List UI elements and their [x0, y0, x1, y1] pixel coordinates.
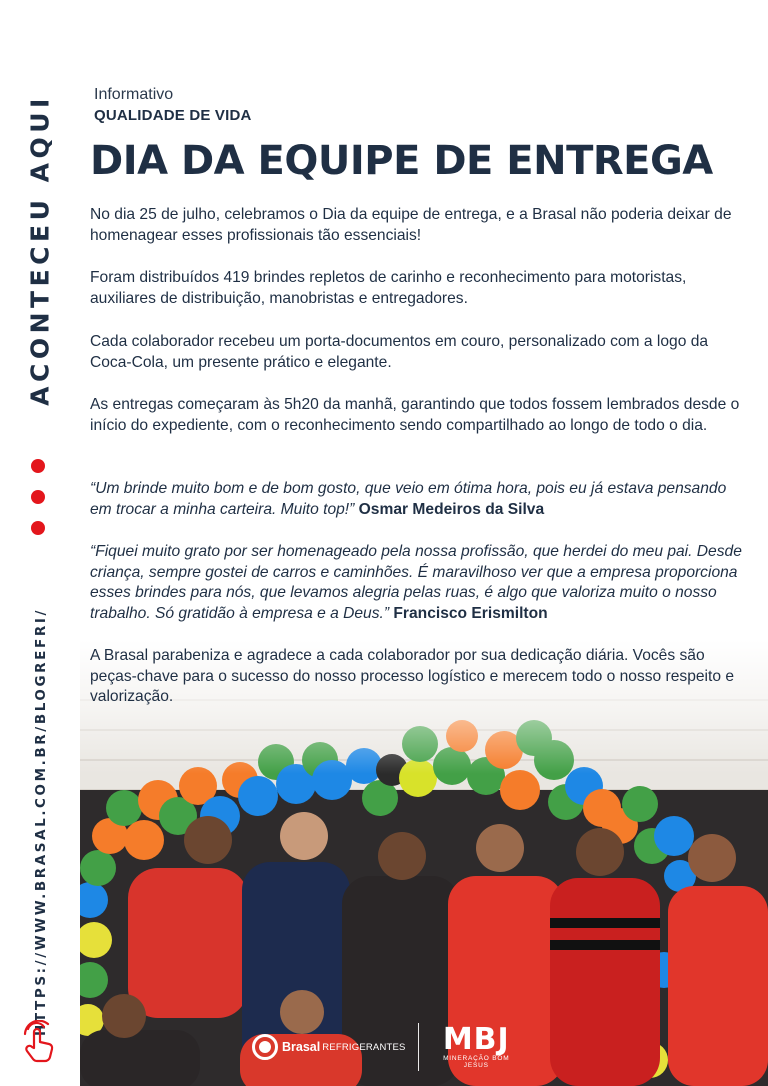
quote-osmar	[90, 479, 750, 520]
brasal-logo	[252, 1034, 406, 1060]
paragraph-gifts: Foram distribuídos 419 brindes repletos de carinho e reconhecimento para motoristas, auxiliares de distribuição, manobristas e entregadores.	[90, 269, 687, 307]
pointing-hand-click-icon[interactable]	[20, 1020, 64, 1064]
sidebar	[0, 0, 80, 1086]
mbj-name: MBJ	[442, 1022, 510, 1057]
footer-logos	[252, 1018, 522, 1076]
brasal-sub: REFRIGERANTES	[322, 1041, 406, 1053]
red-dot	[31, 459, 45, 473]
red-dot	[31, 521, 45, 535]
paragraph-intro: No dia 25 de julho, celebramos o Dia da equipe de entrega, e a Brasal não poderia deixar de homenagear esses profissionais tão essenciais!	[90, 206, 732, 244]
quote-francisco	[90, 542, 750, 624]
red-dot	[31, 490, 45, 504]
vertical-title: ACONTECEU AQUI	[25, 94, 55, 406]
paragraph-closing: A Brasal parabeniza e agradece a cada colaborador por sua dedicação diária. Vocês são peças-chave para o sucesso do nosso processo logístico e merecem todo o nosso respeito e valorização.	[90, 647, 735, 706]
brasal-name: Brasal	[282, 1040, 321, 1054]
quote-text: “Um brinde muito bom e de bom gosto, que veio em ótima hora, pois eu já estava pensando em trocar a minha carteira. Muito top!”	[90, 480, 727, 518]
decorative-dots	[31, 459, 47, 552]
blog-url-link[interactable]: HTTPS://WWW.BRASAL.COM.BR/BLOGREFRI/	[33, 608, 49, 1036]
mbj-sub: MINERAÇÃO BOM JESUS	[443, 1055, 510, 1069]
mbj-logo	[431, 1022, 522, 1069]
brasal-mark-icon	[252, 1034, 278, 1060]
logo-divider	[418, 1023, 419, 1071]
headline: DIA DA EQUIPE DE ENTREGA	[90, 138, 713, 184]
paragraph-schedule: As entregas começaram às 5h20 da manhã, garantindo que todos fossem lembrados desde o início do expediente, com o reconhecimento sendo compartilhado ao longo de todo o dia.	[90, 396, 740, 434]
quote-author: Francisco Erismilton	[393, 604, 548, 622]
kicker-label: Informativo	[94, 86, 174, 103]
quote-text: “Fiquei muito grato por ser homenageado pela nossa profissão, que herdei do meu pai. Desde criança, sempre gostei de carros e caminhões. É maravilhoso ver que a empresa proporciona esses brindes para nós, que levamos alegria pelas ruas, é algo que valoriza muito o nosso trabalho. Só gratidão à empresa e a Deus.”	[90, 543, 742, 622]
section-label: QUALIDADE DE VIDA	[94, 107, 252, 124]
quote-author: Osmar Medeiros da Silva	[358, 500, 545, 518]
paragraph-gift-detail: Cada colaborador recebeu um porta-documentos em couro, personalizado com a logo da Coca-Cola, um presente prático e elegante.	[90, 333, 709, 371]
